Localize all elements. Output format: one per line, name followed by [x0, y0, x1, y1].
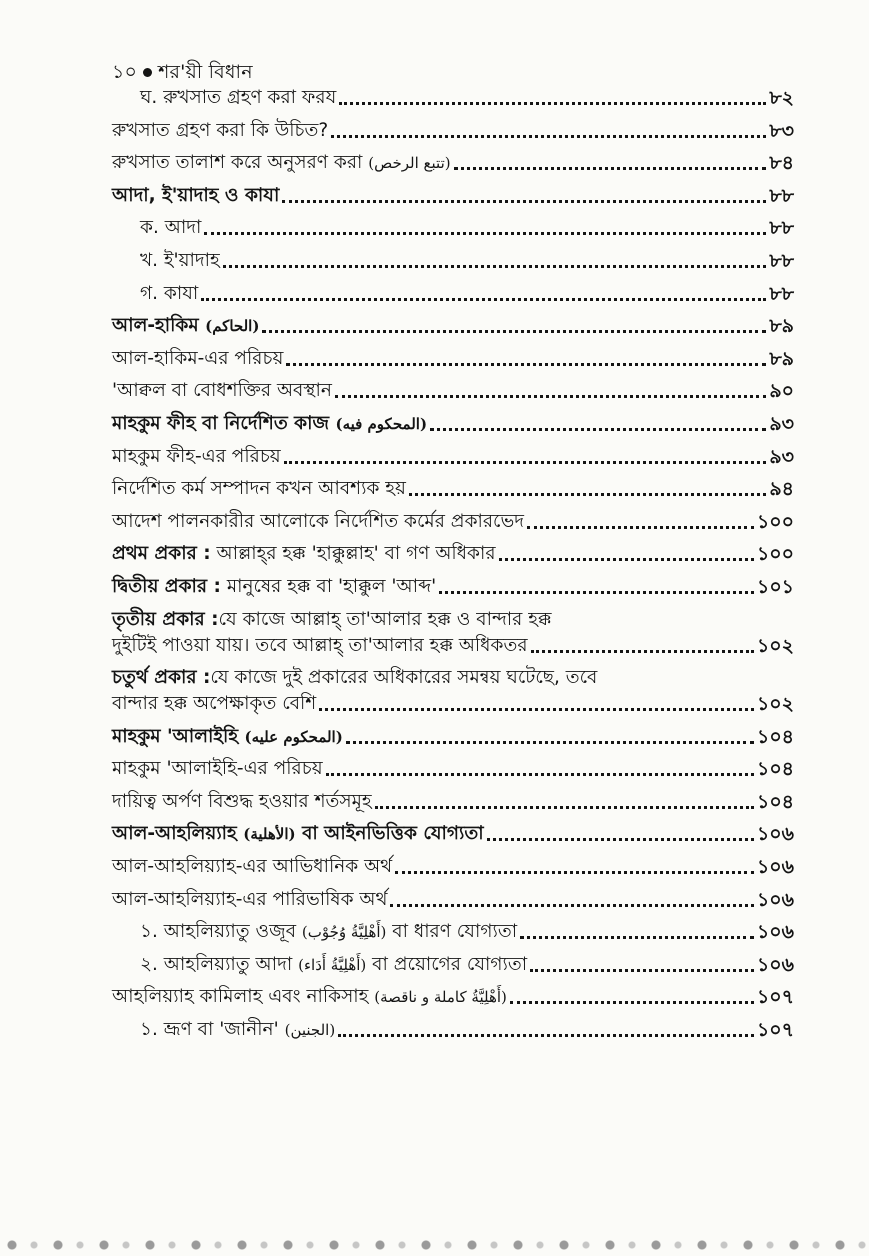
entry-text: আহলিয়্যাহ কামিলাহ এবং নাকিসাহ: [112, 986, 369, 1008]
dot-leader: [409, 492, 766, 496]
entry-page-number: ৮৪: [769, 152, 794, 175]
dot-leader: [510, 1000, 754, 1004]
entry-page-number: ১০০: [756, 510, 794, 533]
header-title: শর'য়ী বিধান: [158, 61, 253, 83]
entry-text: দায়িত্ব অর্পণ বিশুদ্ধ হওয়ার শর্তসমূহ: [112, 790, 372, 812]
entry-text: মাহকুম ফীহ বা নির্দেশিত কাজ: [112, 412, 329, 434]
entry-text: ঘ. রুখসাত গ্রহণ করা ফরয: [140, 87, 337, 108]
dot-leader: [286, 362, 766, 366]
dot-leader: [346, 740, 754, 744]
entry-page-number: ১০৬: [756, 921, 794, 944]
toc-entry: [112, 347, 794, 371]
entry-text: রুখসাত গ্রহণ করা কি উচিত?: [112, 119, 329, 141]
entry-text: যে কাজে দুই প্রকারের অধিকারের সমন্বয় ঘটেছে, তবে: [210, 667, 598, 689]
toc-entry: [112, 314, 794, 338]
entry-text: আল-আহলিয়্যাহ: [112, 823, 237, 845]
dot-leader: [282, 199, 766, 203]
toc-entry: [112, 477, 794, 501]
toc-entry: [112, 216, 794, 240]
toc-entry: [112, 282, 794, 306]
entry-title: [112, 888, 387, 912]
entry-page-number: ১০০: [756, 543, 794, 566]
entry-page-number: ১০৬: [756, 856, 794, 879]
toc-entry: [112, 510, 794, 534]
entry-title: [112, 119, 328, 143]
toc-entry: [112, 1018, 794, 1042]
toc-entry: [112, 412, 794, 436]
entry-text: খ. ই'য়াদাহ: [140, 249, 220, 271]
entry-continuation: দুইটিই পাওয়া যায়। তবে আল্লাহ্‌ তা'আলার হক্ক অধিকতর: [112, 634, 528, 656]
entry-title: [112, 855, 392, 879]
entry-text-after: বা আইনভিত্তিক যোগ্যতা: [302, 823, 484, 845]
arabic-term: (الأهلية): [243, 825, 296, 844]
entry-page-number: ৮৮: [769, 282, 794, 305]
entry-prefix: দ্বিতীয় প্রকার :: [112, 575, 221, 597]
entry-page-number: ৯৩: [769, 412, 794, 435]
entry-page-number: ১০১: [756, 575, 794, 598]
entry-text: 'আক্বল বা বোধশক্তির অবস্থান: [112, 380, 332, 402]
entry-page-number: ৮৮: [769, 184, 794, 207]
entry-text: আল-হাকিম: [112, 315, 199, 337]
dot-leader: [284, 460, 767, 464]
entry-title: [140, 920, 517, 944]
entry-title: [112, 445, 281, 469]
entry-title: [112, 347, 283, 371]
entry-text: আদা, ই'য়াদাহ ও কাযা: [112, 184, 280, 206]
dot-leader: [335, 394, 766, 398]
entry-prefix: প্রথম প্রকার :: [112, 543, 211, 565]
entry-title: [140, 216, 201, 240]
entry-title: [112, 314, 259, 338]
header-page-number: ১০: [112, 61, 138, 83]
entry-text: গ. কাযা: [140, 282, 199, 304]
entry-page-number: ১০৬: [756, 823, 794, 846]
dot-leader: [204, 231, 766, 235]
dot-leader: [326, 772, 754, 776]
entry-text: নির্দেশিত কর্ম সম্পাদন কখন আবশ্যক হয়: [112, 478, 406, 500]
entry-page-number: ১০২: [756, 693, 794, 716]
toc-entry: [112, 119, 794, 143]
toc-entry: [112, 757, 794, 781]
entry-title: [112, 575, 436, 599]
bullet-icon: [143, 68, 152, 77]
entry-prefix: তৃতীয় প্রকার :: [112, 608, 219, 630]
toc-entry: [112, 692, 794, 716]
dot-leader: [201, 297, 766, 301]
entry-text: রুখসাত তালাশ করে অনুসরণ করা: [112, 152, 363, 174]
entry-page-number: ৮৯: [769, 347, 794, 370]
dot-leader: [339, 101, 766, 105]
entry-title: [112, 790, 372, 814]
arabic-term: (أَهْلِيَّةُ وُجُوْب): [301, 923, 387, 942]
arabic-term: (أَهْلِيَّةُ كاملة و ناقصة): [374, 988, 507, 1007]
entry-page-number: ১০৭: [756, 1019, 794, 1042]
entry-title: [112, 477, 406, 501]
dot-leader: [520, 935, 754, 939]
dot-leader: [319, 707, 754, 711]
entry-continuation: বান্দার হক্ক অপেক্ষাকৃত বেশি: [112, 693, 317, 715]
entry-title: [112, 822, 484, 846]
entry-title: [112, 985, 507, 1009]
dot-leader: [454, 166, 767, 170]
entry-title: [112, 634, 528, 658]
toc-entry: [112, 634, 794, 658]
entry-page-number: ১০৬: [756, 953, 794, 976]
entry-text-after: বা প্রয়োগের যোগ্যতা: [372, 953, 528, 975]
entry-title: [112, 757, 323, 781]
entry-page-number: ৮৮: [769, 217, 794, 240]
dot-leader: [430, 427, 766, 431]
entry-page-number: ৮৮: [769, 249, 794, 272]
entry-prefix: চতুর্থ প্রকার :: [112, 667, 211, 689]
decorative-border: [0, 1234, 869, 1256]
toc-entry: [112, 86, 794, 110]
entry-page-number: ১০২: [756, 634, 794, 657]
entry-text: মাহকুম ফীহ-এর পরিচয়: [112, 445, 281, 467]
entry-page-number: ৮৩: [769, 119, 794, 142]
toc-entry: [112, 985, 794, 1009]
toc-entry: [112, 151, 794, 175]
toc-entry: [112, 575, 794, 599]
toc-entry: [112, 953, 794, 977]
dot-leader: [530, 968, 754, 972]
entry-text: মাহকুম 'আলাইহি-এর পরিচয়: [112, 758, 323, 780]
toc-entry: [112, 445, 794, 469]
arabic-term: (الجنين): [284, 1021, 336, 1040]
table-of-contents: [112, 86, 794, 1051]
dot-leader: [487, 837, 754, 841]
toc-entry: [112, 855, 794, 879]
entry-page-number: ৯৩: [769, 445, 794, 468]
entry-page-number: ১০৪: [756, 725, 794, 748]
toc-entry: [112, 822, 794, 846]
entry-page-number: ১০৭: [756, 986, 794, 1009]
toc-entry-line: [112, 666, 794, 690]
dot-leader: [338, 1033, 754, 1037]
entry-text: ২. আহলিয়্যাতু আদা: [140, 953, 293, 975]
entry-text: আল-আহলিয়্যাহ-এর পারিভাষিক অর্থ: [112, 888, 388, 910]
entry-page-number: ৯০: [769, 380, 794, 403]
dot-leader: [223, 264, 767, 268]
toc-entry: [112, 920, 794, 944]
entry-title: [112, 510, 524, 534]
entry-title: [140, 282, 198, 306]
entry-title: [140, 86, 336, 110]
entry-page-number: ১০৪: [756, 790, 794, 813]
toc-entry: [112, 790, 794, 814]
entry-page-number: ১০৪: [756, 758, 794, 781]
arabic-term: (المحكوم فيه): [335, 414, 428, 433]
dot-leader: [262, 329, 766, 333]
toc-entry: [112, 542, 794, 566]
entry-text: আল্লাহ্‌র হক্ক 'হাক্কুল্লাহ' বা গণ অধিকার: [216, 543, 496, 565]
toc-entry-line: [112, 608, 794, 632]
arabic-term: (تتبع الرخص): [368, 154, 451, 173]
toc-entry: [112, 379, 794, 403]
entry-page-number: ১০৬: [756, 888, 794, 911]
entry-title: [112, 725, 343, 749]
dot-leader: [375, 805, 754, 809]
entry-text: আল-আহলিয়্যাহ-এর আভিধানিক অর্থ: [112, 856, 393, 878]
entry-title: [140, 1018, 335, 1042]
dot-leader: [390, 903, 754, 907]
dot-leader: [499, 557, 754, 561]
dot-leader: [395, 870, 754, 874]
entry-text: আদেশ পালনকারীর আলোকে নির্দেশিত কর্মের প্রকারভেদ: [112, 510, 524, 532]
entry-title: [140, 249, 220, 273]
toc-entry: [112, 184, 794, 208]
entry-text: আল-হাকিম-এর পরিচয়: [112, 347, 284, 369]
entry-title: [112, 412, 427, 436]
entry-text: যে কাজে আল্লাহ্‌ তা'আলার হক্ক ও বান্দার হক্ক: [218, 608, 552, 630]
toc-entry: [112, 888, 794, 912]
dot-leader: [439, 590, 754, 594]
entry-title: [112, 151, 451, 175]
entry-text-after: বা ধারণ যোগ্যতা: [392, 921, 518, 943]
arabic-term: (الحاكم): [205, 317, 260, 336]
entry-title: [112, 692, 316, 716]
entry-text: মানুষের হক্ক বা 'হাক্কুল 'আব্দ': [226, 575, 437, 597]
entry-title: [112, 542, 496, 566]
toc-entry: [112, 725, 794, 749]
entry-text: ১. আহলিয়্যাতু ওজূব: [140, 921, 296, 943]
entry-title: [112, 184, 279, 208]
entry-page-number: ৮৯: [769, 315, 794, 338]
toc-entry: [112, 249, 794, 273]
arabic-term: (أَهْلِيَّةُ أَدَاء): [298, 955, 367, 974]
dot-leader: [531, 649, 754, 653]
entry-text: ক. আদা: [140, 217, 202, 239]
entry-title: [112, 379, 332, 403]
dot-leader: [331, 134, 766, 138]
entry-text: ১. ভ্রূণ বা 'জানীন': [140, 1019, 279, 1041]
entry-title: [140, 953, 527, 977]
entry-text: মাহকুম 'আলাইহি: [112, 725, 239, 747]
entry-page-number: ৯৪: [769, 478, 794, 501]
entry-page-number: ৮২: [769, 87, 794, 109]
dot-leader: [527, 525, 754, 529]
arabic-term: (المحكوم عليه): [244, 727, 343, 746]
